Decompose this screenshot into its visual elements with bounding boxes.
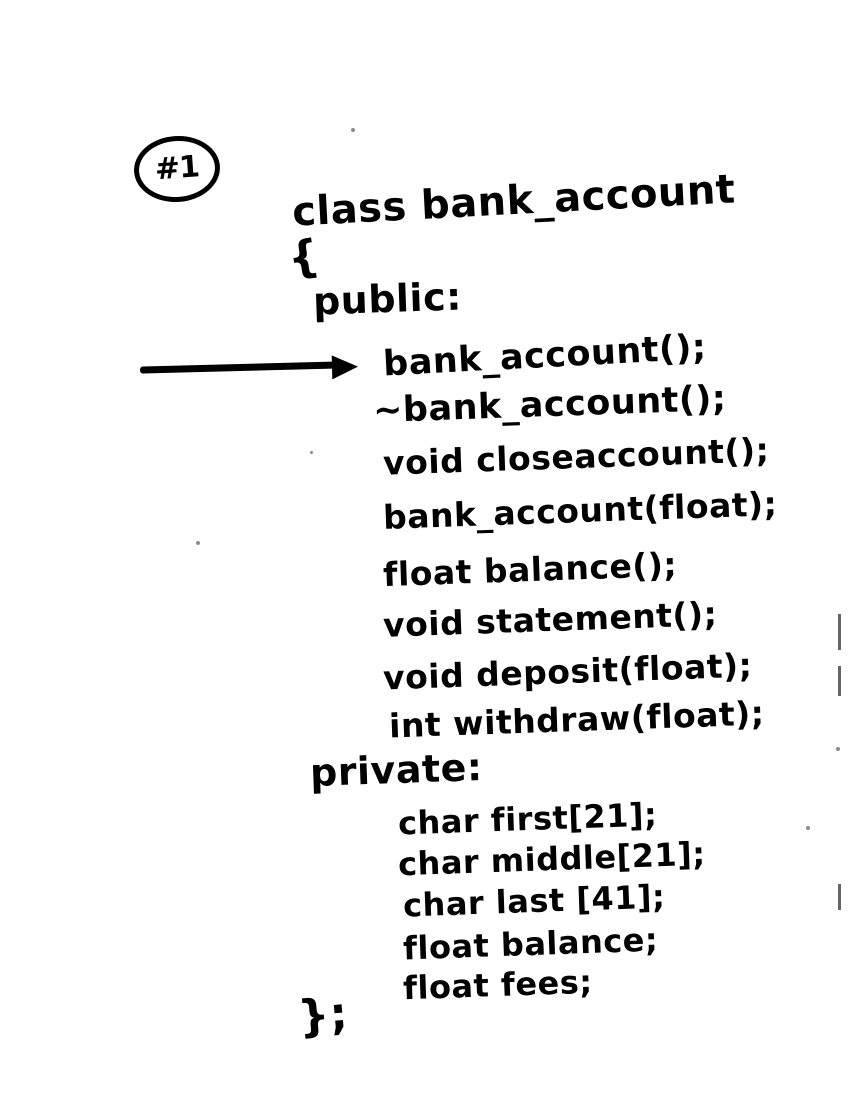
code-line-public-label: public: <box>312 274 463 324</box>
code-line-constructor-float: bank_account(float); <box>382 484 778 537</box>
annotation-arrow-icon <box>140 355 355 377</box>
scan-speck <box>196 541 200 545</box>
code-line-destructor: ~bank_account(); <box>372 378 727 432</box>
code-line-middle-name: char middle[21]; <box>397 834 707 884</box>
code-line-balance-var: float balance; <box>402 920 659 968</box>
code-line-closeaccount: void closeaccount(); <box>382 430 770 483</box>
arrow-shaft <box>140 361 340 373</box>
code-line-class-decl: class bank_account <box>291 166 737 236</box>
scan-speck <box>836 747 840 751</box>
problem-number-text: #1 <box>153 149 201 188</box>
scan-speck <box>310 451 313 454</box>
code-line-last-name: char last [41]; <box>402 877 666 925</box>
scan-speck <box>806 826 810 830</box>
code-line-first-name: char first[21]; <box>397 795 658 843</box>
code-line-statement-fn: void statement(); <box>382 594 718 645</box>
code-line-withdraw-fn: int withdraw(float); <box>388 693 766 746</box>
code-line-open-brace: { <box>284 230 324 285</box>
code-line-close-brace: }; <box>295 987 351 1044</box>
scan-edge-mark <box>838 666 841 696</box>
code-line-deposit-fn: void deposit(float); <box>382 645 753 698</box>
scan-edge-mark <box>838 614 841 650</box>
code-line-private-label: private: <box>309 745 484 795</box>
arrow-head <box>332 355 359 380</box>
code-line-balance-fn: float balance(); <box>382 544 678 595</box>
problem-number-badge <box>132 133 222 205</box>
code-line-constructor: bank_account(); <box>382 327 708 385</box>
scan-edge-mark <box>838 884 841 910</box>
code-line-fees-var: float fees; <box>402 962 594 1008</box>
scan-speck <box>351 128 355 132</box>
